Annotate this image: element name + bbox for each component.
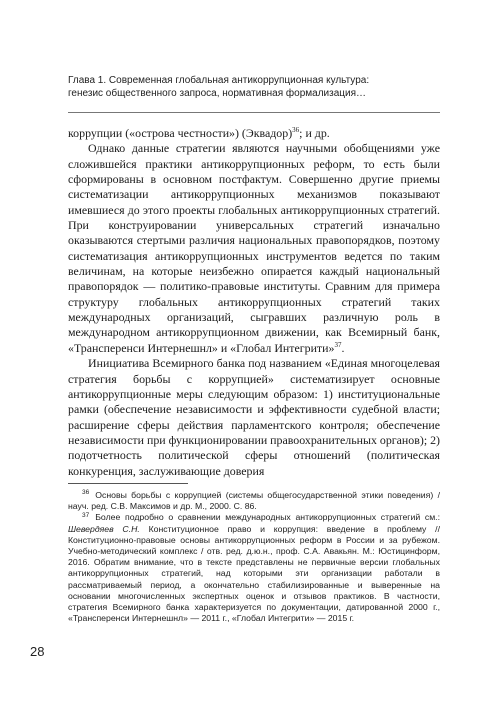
paragraph-2-end: . bbox=[341, 340, 345, 355]
footnote-37 bbox=[68, 512, 440, 624]
footnote-36 bbox=[68, 490, 440, 512]
running-header bbox=[68, 74, 440, 100]
footnotes bbox=[68, 490, 440, 624]
footnote-ref-37[interactable]: 37 bbox=[334, 340, 342, 349]
footnote-text-before: Более подробно о сравнении международных антикоррупционных стратегий см.: bbox=[95, 512, 440, 523]
running-header-line-1: Глава 1. Современная глобальная антикоррупционная культура: bbox=[68, 75, 370, 86]
header-divider bbox=[68, 112, 440, 113]
footnote-number: 37 bbox=[82, 511, 90, 519]
page-number: 28 bbox=[30, 644, 45, 659]
footnote-text: Основы борьбы с коррупцией (системы общегосударственной этики поведения) / науч. ред. С.В. Максимов и др. М., 2000. С. 86. bbox=[68, 490, 440, 512]
paragraph-2-text: Однако данные стратегии являются научными обобщениями уже сложившейся практики антикоррупционных реформ, то есть были сформированы в основном постфактум. Совершенно другие приемы систематизации антикоррупционных механизмов показывают имевшиеся до этого проекты глобальных антикоррупционных стратегий. При конструировании универсальных стратегий изначально оказываются стертыми различия национальных правопорядков, поэтому систематизация антикоррупционных инструментов ведется по таким величинам, на которые неизбежно опирается каждый национальный правопорядок — политико-правовые институты. Сравним для примера структуру глобальных антикоррупционных стратегий таких международных организаций, сыгравших различную роль в международном антикоррупционном движении, как Всемирный банк, «Трансперенси Интернешнл» и «Глобал Интегрити» bbox=[68, 141, 440, 355]
body-text bbox=[68, 126, 440, 479]
paragraph-1 bbox=[68, 126, 440, 141]
footnote-text-after: Конституционное право и коррупция: введение в проблему // Конституционно-правовые основы антикоррупционных реформ в России и за рубежом. Учебно-методический комплекс / отв. ред. д.ю.н., проф. С.А. Авакьян. М.: Юстицинформ, 2016. Обратим внимание, что в тексте представлены не первичные версии глобальных антикоррупционных стратегий, над которыми эти организации работали в рассматриваемый период, а окончательно стабилизированные и выверенные на основании многочисленных экспертных оценок и отзывов практиков. В частности, стратегия Всемирного банка характеризуется по документации, датированной 2000 г., «Трансперенси Интернешнл» — 2011 г., «Глобал Интегрити» — 2015 г. bbox=[68, 523, 440, 624]
paragraph-2 bbox=[68, 141, 440, 356]
footnote-ref-36[interactable]: 36 bbox=[292, 126, 300, 135]
footnote-divider bbox=[68, 483, 188, 484]
footnote-author: Шевердяев С.Н. bbox=[68, 523, 140, 534]
footnote-number: 36 bbox=[82, 489, 90, 497]
paragraph-3: Инициатива Всемирного банка под названием «Единая многоцелевая стратегия борьбы с коррупцией» систематизирует основные антикоррупционные меры следующим образом: 1) институциональные рамки (обеспечение независимости и эффективности судебной власти; расширение сферы действия парламентского контроля; обеспечение независимости при функционировании правоохранительных органов); 2) подотчетность политической сферы отношений (политическая конкуренция, заслуживающие доверия bbox=[68, 356, 440, 478]
paragraph-1-text: коррупции («острова честности») (Эквадор) bbox=[68, 126, 293, 140]
running-header-line-2: генезис общественного запроса, нормативная формализация… bbox=[68, 88, 366, 99]
paragraph-1-end: ; и др. bbox=[299, 126, 330, 140]
